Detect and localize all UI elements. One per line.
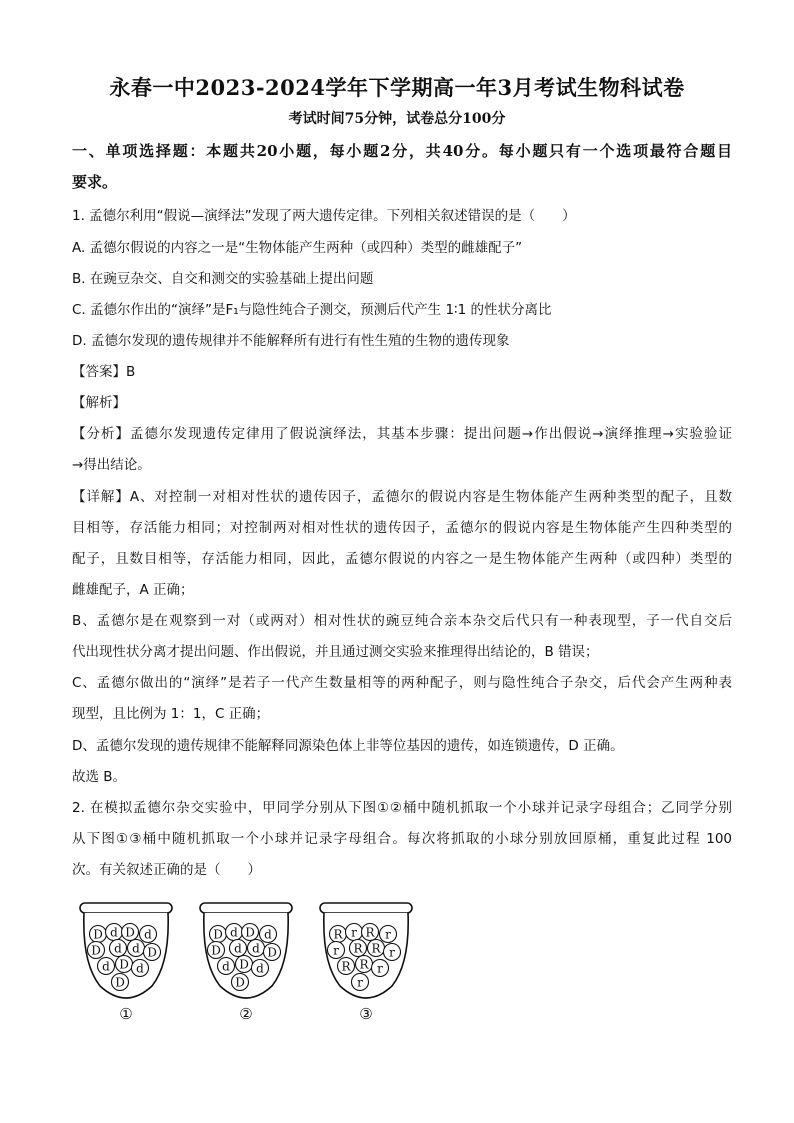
ball-label: r bbox=[351, 925, 357, 940]
ball-label: D bbox=[235, 975, 245, 990]
page-title: 永春一中2023-2024学年下学期高一年3月考试生物科试卷 bbox=[109, 75, 685, 100]
ball-label: D bbox=[239, 957, 249, 972]
ball-label: d bbox=[144, 927, 152, 942]
exam-info: 考试时间75分钟，试卷总分100分 bbox=[288, 111, 506, 127]
question-2-stem: 次。有关叙述正确的是（ ） bbox=[72, 862, 261, 878]
analysis-label: 【解析】 bbox=[72, 395, 126, 411]
ball-label: r bbox=[357, 975, 363, 990]
ball-label: D bbox=[245, 925, 255, 940]
analysis-line: 代出现性状分离才提出问题、作出假说，并且通过测交实验来推理得出结论的，B 错误； bbox=[72, 644, 599, 660]
bucket-label: ③ bbox=[359, 1005, 373, 1023]
ball-label: D bbox=[119, 957, 129, 972]
ball-label: D bbox=[93, 927, 103, 942]
ball-label: d bbox=[114, 941, 122, 956]
analysis-line: →得出结论。 bbox=[72, 457, 151, 473]
ball-label: D bbox=[147, 945, 157, 960]
bucket-label: ② bbox=[239, 1005, 253, 1023]
question-1-option-c: C. 孟德尔作出的“演绎”是F₁与隐性纯合子测交，预测后代产生 1∶1 的性状分离比 bbox=[72, 302, 552, 318]
ball-label: r bbox=[377, 961, 383, 976]
answer-label: 【答案】B bbox=[72, 364, 136, 380]
ball-label: D bbox=[267, 945, 277, 960]
bucket-rim bbox=[200, 903, 292, 913]
bucket-diagram bbox=[76, 898, 416, 1023]
ball-label: d bbox=[132, 941, 140, 956]
question-1-option-b: B. 在豌豆杂交、自交和测交的实验基础上提出问题 bbox=[72, 271, 374, 287]
question-1-stem: 1. 孟德尔利用“假说—演绎法”发现了两大遗传定律。下列相关叙述错误的是（ ） bbox=[72, 208, 576, 224]
ball-label: R bbox=[353, 941, 363, 956]
section-heading: 一、单项选择题：本题共20小题，每小题2分，共40分。每小题只有一个选项最符合题目 bbox=[72, 142, 732, 160]
analysis-line: 故选 B。 bbox=[72, 769, 127, 785]
question-2-stem: 从下图①③桶中随机抓取一个小球并记录字母组合。每次将抓取的小球分别放回原桶，重复此过程 100 bbox=[72, 831, 732, 847]
ball-label: R bbox=[365, 925, 375, 940]
ball-label: d bbox=[102, 959, 110, 974]
ball-label: D bbox=[115, 975, 125, 990]
analysis-line: B、孟德尔是在观察到一对（或两对）相对性状的豌豆纯合亲本杂交后代只有一种表现型，子一代自交后 bbox=[72, 613, 732, 629]
ball-label: r bbox=[333, 943, 339, 958]
analysis-line: 【详解】A、对控制一对相对性状的遗传因子，孟德尔的假说内容是生物体能产生两种类型的配子，且数 bbox=[72, 489, 732, 505]
analysis-line: 现型，且比例为 1：1，C 正确； bbox=[72, 706, 270, 722]
analysis-line: 雌雄配子，A 正确； bbox=[72, 582, 194, 598]
bucket bbox=[80, 903, 172, 1023]
ball-label: d bbox=[252, 941, 260, 956]
analysis-line: C、孟德尔做出的“演绎”是若子一代产生数量相等的两种配子，则与隐性纯合子杂交，后代会产生两种表 bbox=[72, 675, 732, 691]
ball-label: R bbox=[371, 941, 381, 956]
question-1-option-a: A. 孟德尔假说的内容之一是“生物体能产生两种（或四种）类型的雌雄配子” bbox=[72, 240, 523, 256]
ball-label: R bbox=[341, 959, 351, 974]
ball-label: d bbox=[222, 959, 230, 974]
ball-label: R bbox=[359, 957, 369, 972]
ball-label: r bbox=[385, 927, 391, 942]
ball-label: D bbox=[91, 943, 101, 958]
ball-label: d bbox=[110, 925, 118, 940]
section-heading-cont: 要求。 bbox=[72, 173, 118, 191]
bucket-label: ① bbox=[119, 1005, 133, 1023]
ball-label: D bbox=[213, 927, 223, 942]
analysis-line: 目相等，存活能力相同；对控制两对相对性状的遗传因子，孟德尔的假说内容是生物体能产生四种类型的 bbox=[72, 520, 732, 536]
bucket bbox=[320, 903, 412, 1023]
ball-label: d bbox=[234, 941, 242, 956]
analysis-line: 【分析】孟德尔发现遗传定律用了假说演绎法，其基本步骤：提出问题→作出假说→演绎推理→实验验证 bbox=[72, 426, 732, 442]
question-1-option-d: D. 孟德尔发现的遗传规律并不能解释所有进行有性生殖的生物的遗传现象 bbox=[72, 333, 510, 349]
ball-label: d bbox=[136, 961, 144, 976]
ball-label: d bbox=[256, 961, 264, 976]
ball-label: D bbox=[125, 925, 135, 940]
ball-label: r bbox=[389, 945, 395, 960]
bucket-rim bbox=[80, 903, 172, 913]
ball-label: D bbox=[211, 943, 221, 958]
analysis-line: 配子，且数目相等，存活能力相同，因此，孟德尔假说的内容之一是生物体能产生两种（或四种）类型的 bbox=[72, 551, 732, 567]
ball-label: d bbox=[264, 927, 272, 942]
bucket-rim bbox=[320, 903, 412, 913]
question-2-stem: 2. 在模拟孟德尔杂交实验中，甲同学分别从下图①②桶中随机抓取一个小球并记录字母组合；乙同学分别 bbox=[72, 800, 732, 816]
ball-label: d bbox=[230, 925, 238, 940]
bucket bbox=[200, 903, 292, 1023]
ball-label: R bbox=[333, 927, 343, 942]
analysis-line: D、孟德尔发现的遗传规律不能解释同源染色体上非等位基因的遗传，如连锁遗传，D 正确。 bbox=[72, 738, 624, 754]
